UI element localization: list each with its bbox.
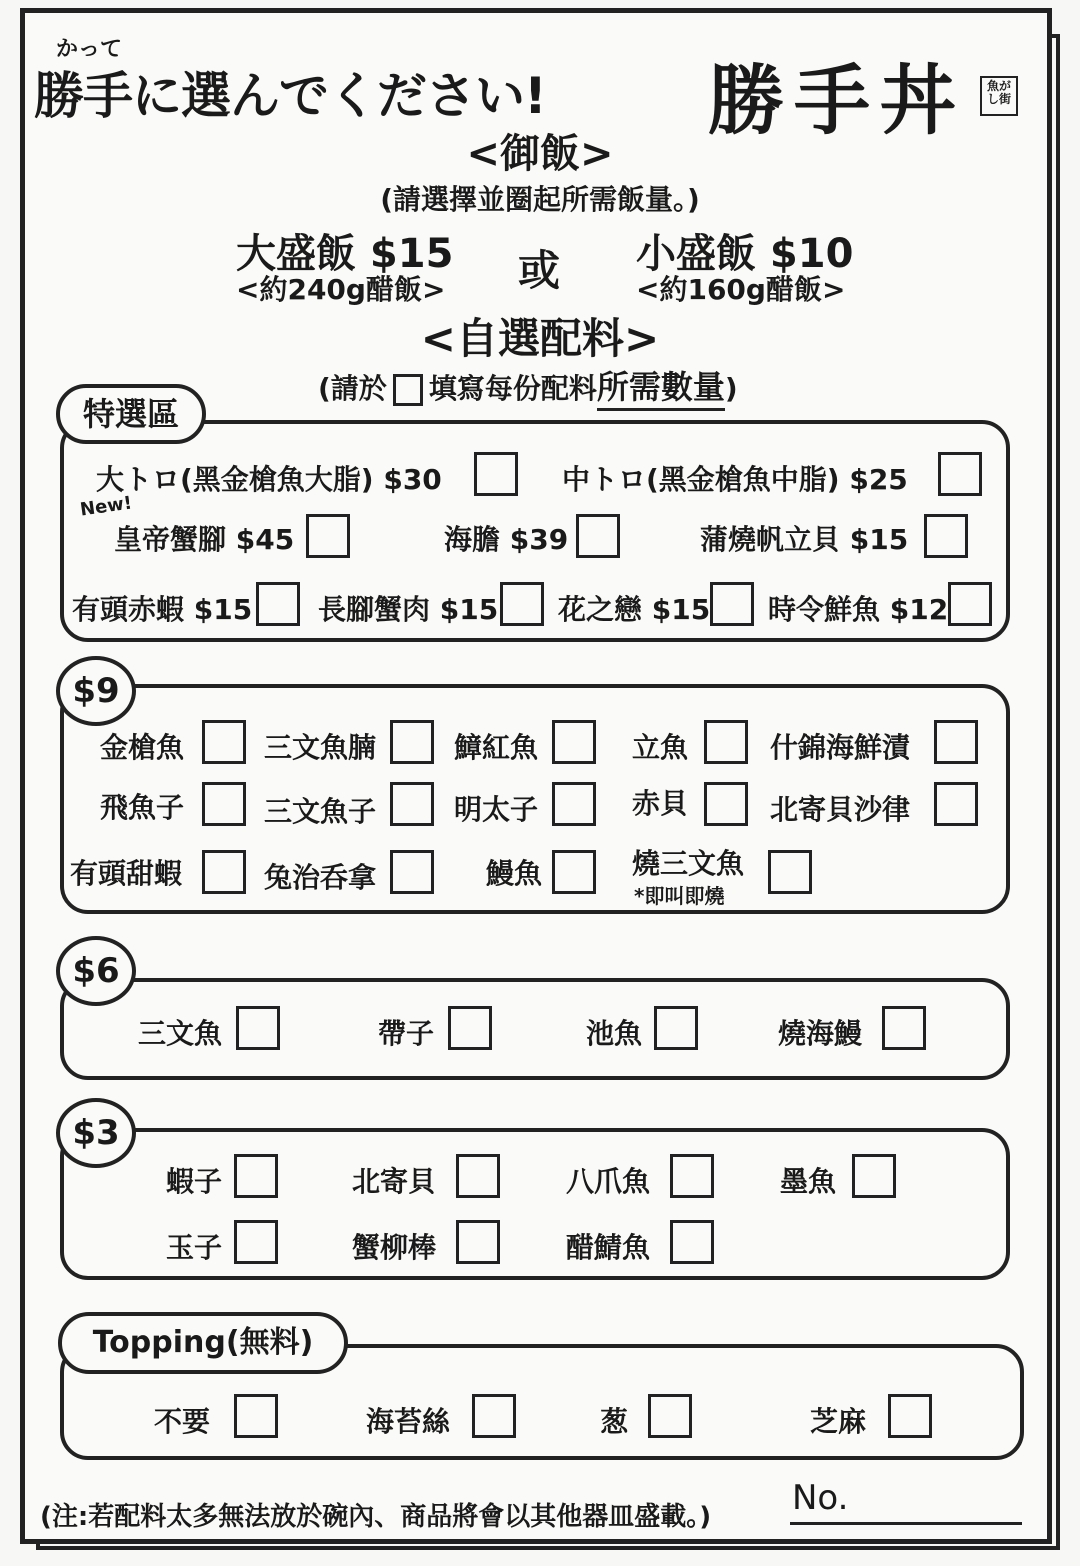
nine-item-akagai: 赤貝 (632, 787, 689, 820)
grill-note: *即叫即燒 (634, 884, 725, 908)
nine-qty-marinated-seafood[interactable] (934, 720, 978, 764)
six-item-salmon: 三文魚 (138, 1017, 223, 1050)
instr-close: ) (724, 372, 738, 405)
sample-box-icon (393, 374, 423, 406)
nine-item-sweet-shrimp: 有頭甜蝦 (70, 857, 183, 890)
special-qty-chutoro[interactable] (938, 452, 982, 496)
nine-qty-eel[interactable] (552, 850, 596, 894)
nine-item-tobiko: 飛魚子 (100, 791, 185, 824)
instr-before: (請於 (318, 372, 387, 405)
special-item-seasonal-fish: 時令鮮魚 $12 (768, 593, 949, 626)
small-rice-option[interactable]: 小盛飯 $10 (636, 231, 854, 277)
six-item-horse-mackerel: 池魚 (586, 1017, 643, 1050)
six-qty-salmon[interactable] (236, 1006, 280, 1050)
nine-qty-tobiko[interactable] (202, 782, 246, 826)
six-item-scallop: 帶子 (378, 1017, 435, 1050)
nine-qty-seared-salmon[interactable] (768, 850, 812, 894)
three-qty-crab-stick[interactable] (456, 1220, 500, 1264)
special-qty-seasonal-fish[interactable] (948, 582, 992, 626)
nine-qty-tachiuo[interactable] (704, 720, 748, 764)
six-tab: $6 (56, 936, 136, 1006)
three-qty-squid[interactable] (852, 1154, 896, 1198)
six-item-grilled-conger: 燒海鰻 (778, 1017, 863, 1050)
topping-tab: Topping(無料) (58, 1312, 348, 1374)
three-item-crab-stick: 蟹柳棒 (352, 1231, 437, 1264)
nine-item-eel: 鰻魚 (486, 857, 543, 890)
large-rice-weight: <約240g醋飯> (236, 273, 446, 306)
special-item-snow-crab: 長腳蟹肉 $15 (318, 593, 499, 626)
instr-after: 填寫每份配料 (428, 372, 597, 405)
small-rice-weight: <約160g醋飯> (636, 273, 846, 306)
nine-qty-surf-clam-salad[interactable] (934, 782, 978, 826)
nine-qty-salmon-belly[interactable] (390, 720, 434, 764)
topping-check-sesame[interactable] (888, 1394, 932, 1438)
order-number-label: No. (792, 1478, 849, 1518)
nine-item-ikura: 三文魚子 (264, 795, 377, 828)
rice-instruction: (請選擇並圈起所需飯量。) (380, 183, 700, 216)
special-item-grilled-scallop: 蒲燒帆立貝 $15 (700, 523, 909, 556)
six-qty-grilled-conger[interactable] (882, 1006, 926, 1050)
special-qty-hananokoi[interactable] (710, 582, 754, 626)
special-item-hananokoi: 花之戀 $15 (558, 593, 711, 626)
special-qty-snow-crab[interactable] (500, 582, 544, 626)
nine-qty-tuna[interactable] (202, 720, 246, 764)
three-tab: $3 (56, 1098, 136, 1168)
nine-item-salmon-belly: 三文魚腩 (264, 731, 377, 764)
special-tab: 特選區 (56, 384, 206, 444)
three-qty-shime-saba[interactable] (670, 1220, 714, 1264)
three-item-shrimp: 蝦子 (166, 1165, 223, 1198)
three-qty-surf-clam[interactable] (456, 1154, 500, 1198)
six-qty-horse-mackerel[interactable] (654, 1006, 698, 1050)
topping-check-nori[interactable] (472, 1394, 516, 1438)
six-qty-scallop[interactable] (448, 1006, 492, 1050)
new-badge: New! (78, 492, 134, 521)
three-item-surf-clam: 北寄貝 (352, 1165, 437, 1198)
special-qty-otoro[interactable] (474, 452, 518, 496)
three-item-tamago: 玉子 (166, 1231, 223, 1264)
special-item-chutoro: 中トロ(黑金槍魚中脂) $25 (562, 463, 908, 496)
topping-item-scallion: 葱 (600, 1405, 629, 1438)
nine-qty-sweet-shrimp[interactable] (202, 850, 246, 894)
instr-underline: 所需數量 (597, 368, 725, 411)
nine-qty-akagai[interactable] (704, 782, 748, 826)
toppings-instruction (318, 362, 738, 408)
nine-qty-ikura[interactable] (390, 782, 434, 826)
topping-check-scallion[interactable] (648, 1394, 692, 1438)
three-item-shime-saba: 醋鯖魚 (566, 1231, 651, 1264)
headline-furigana: かって (56, 37, 123, 62)
topping-item-sesame: 芝麻 (810, 1405, 867, 1438)
nine-qty-red-snapper[interactable] (552, 720, 596, 764)
three-item-squid: 墨魚 (780, 1165, 837, 1198)
brand-title: 勝手丼 (708, 56, 966, 145)
footer-note: (注:若配料太多無法放於碗內、商品將會以其他器皿盛載。) (40, 1502, 712, 1532)
rice-or: 或 (518, 246, 561, 295)
brand-seal-icon: 魚がし街 (980, 76, 1018, 116)
nine-item-marinated-seafood: 什錦海鮮漬 (770, 731, 911, 764)
topping-item-nori: 海苔絲 (366, 1405, 451, 1438)
large-rice-option[interactable]: 大盛飯 $15 (236, 231, 454, 277)
special-item-red-shrimp: 有頭赤蝦 $15 (72, 593, 253, 626)
nine-qty-mentaiko[interactable] (552, 782, 596, 826)
special-qty-red-shrimp[interactable] (256, 582, 300, 626)
topping-item-none: 不要 (154, 1405, 211, 1438)
special-qty-king-crab[interactable] (306, 514, 350, 558)
nine-item-surf-clam-salad: 北寄貝沙律 (770, 793, 911, 826)
nine-item-mentaiko: 明太子 (454, 793, 539, 826)
topping-check-none[interactable] (234, 1394, 278, 1438)
nine-tab: $9 (56, 656, 136, 726)
nine-item-tachiuo: 立魚 (632, 731, 689, 764)
three-qty-tamago[interactable] (234, 1220, 278, 1264)
nine-qty-negitoro[interactable] (390, 850, 434, 894)
special-qty-uni[interactable] (576, 514, 620, 558)
special-item-uni: 海膽 $39 (444, 523, 569, 556)
special-item-otoro: 大トロ(黑金槍魚大脂) $30 (96, 463, 442, 496)
nine-item-seared-salmon: 燒三文魚 (632, 847, 745, 880)
nine-item-red-snapper: 鱆紅魚 (454, 731, 539, 764)
headline: 勝手に選んでください! (34, 67, 546, 125)
toppings-section-title: <自選配料> (420, 314, 660, 363)
special-qty-grilled-scallop[interactable] (924, 514, 968, 558)
three-qty-octopus[interactable] (670, 1154, 714, 1198)
special-item-king-crab: 皇帝蟹腳 $45 (114, 523, 295, 556)
order-number-line[interactable] (790, 1522, 1022, 1525)
nine-item-negitoro: 兔治呑拿 (264, 861, 377, 894)
nine-item-tuna: 金槍魚 (100, 731, 185, 764)
three-item-octopus: 八爪魚 (566, 1165, 651, 1198)
three-qty-shrimp[interactable] (234, 1154, 278, 1198)
rice-section-title: <御飯> (466, 131, 614, 177)
